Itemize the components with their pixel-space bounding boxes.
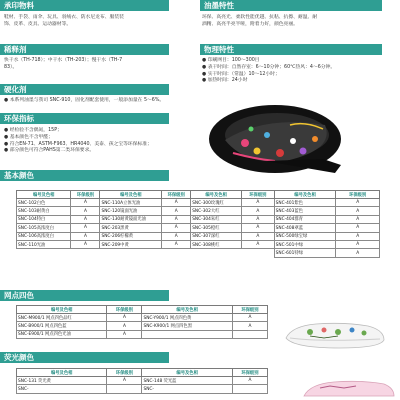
table-cell: SNC-102白色 <box>17 199 71 207</box>
table-row <box>17 215 380 223</box>
pink-shoe-image <box>300 376 396 400</box>
product-image <box>205 95 375 177</box>
table-cell <box>162 249 191 257</box>
table-cell: A <box>336 232 380 240</box>
table-cell: SNC-110A立体光油 <box>100 199 162 207</box>
table-cell: A <box>242 240 275 248</box>
table-cell: SNC-305橙红 <box>191 224 242 232</box>
fluor-table-header <box>17 369 268 377</box>
col-header: 编号及色相 <box>142 369 232 377</box>
section-header-fluor-colors: 荧光颜色 <box>0 352 169 363</box>
table-cell: A <box>336 224 380 232</box>
table-cell <box>142 330 232 338</box>
table-cell: SNC-401紫色 <box>274 199 336 207</box>
basic-colors-table <box>16 190 380 258</box>
table-cell: SNC-148 荧光蓝 <box>142 377 232 385</box>
col-header: 环保级别 <box>336 191 380 199</box>
col-header: 环保级别 <box>232 306 267 314</box>
col-header: 编号及色相 <box>191 191 242 199</box>
basic-table-header <box>17 191 380 199</box>
table-row <box>17 330 268 338</box>
table-cell: SNC-308桃红 <box>191 240 242 248</box>
col-header: 环保级别 <box>107 369 142 377</box>
col-header: 编号及色相 <box>142 306 232 314</box>
table-row <box>17 249 380 257</box>
table-cell <box>232 385 267 393</box>
table-cell <box>242 249 275 257</box>
table-cell: SNC-203黑黄 <box>100 224 162 232</box>
table-cell: SNC-300玫瑰红 <box>191 199 242 207</box>
oil-text: 环保、高亮光、柔软性能优越、抗粘、抗擦、耐温、耐 酒精、高亮半亮半哑，附着力好，颜色亮丽。 <box>202 15 318 27</box>
table-cell: SNC- <box>17 385 107 393</box>
table-cell: A <box>162 199 191 207</box>
col-header: 编号及色相 <box>100 191 162 199</box>
table-cell: A <box>242 224 275 232</box>
table-cell: SNC-106高浓度白 <box>17 232 71 240</box>
table-row <box>17 240 380 248</box>
table-cell <box>17 249 71 257</box>
table-cell: A <box>242 199 275 207</box>
thinner-text: 快干水（TH-718）；中干水（TH-203）；慢干水（TH-7 83）。 <box>4 58 123 70</box>
table-cell: A <box>232 314 267 322</box>
table-cell: A <box>336 207 380 215</box>
table-cell: A <box>336 249 380 257</box>
physical-text: ● 印刷网目：100～300目 ● 表干时间：自然存室：6～10分钟；60℃热风：4～6分钟。 ● 实干时间：（常温）10～12小时； ● 加热时间：24小时 <box>202 58 336 84</box>
col-header: 环保级别 <box>162 191 191 199</box>
section-header-pearl-colors: 网点四色 <box>0 290 169 301</box>
table-cell: SNC-403蓝色 <box>274 207 336 215</box>
shoe-image <box>280 312 390 352</box>
table-cell: A <box>162 224 191 232</box>
col-header: 环保级别 <box>242 191 275 199</box>
table-cell: A <box>162 232 191 240</box>
table-cell: SNC-E900/1 网点四色光油 <box>17 330 107 338</box>
pearl-table-header <box>17 306 268 314</box>
section-header-basic-colors: 基本颜色 <box>0 170 169 181</box>
table-cell: SNC-130耐黄镜面光油 <box>100 215 162 223</box>
table-cell: SNC-104特白 <box>17 215 71 223</box>
table-cell: A <box>107 322 142 330</box>
table-cell: A <box>71 224 100 232</box>
hardener-text: ● 本系列油墨与我司 SNC-910，固化剂配套使用，一般添加量在 5～6%。 <box>4 98 165 103</box>
fluor-colors-table <box>16 368 268 394</box>
section-header-env: 环保指标 <box>0 113 169 124</box>
table-cell: SNC-120镜面光油 <box>100 207 162 215</box>
table-cell: A <box>242 215 275 223</box>
col-header: 编号及色相 <box>17 306 107 314</box>
table-row <box>17 385 268 393</box>
table-cell: SNC-304朱红 <box>191 215 242 223</box>
pearl-colors-table <box>16 305 268 339</box>
table-cell: A <box>107 314 142 322</box>
table-cell: A <box>336 199 380 207</box>
table-cell: SNC-110光油 <box>17 240 71 248</box>
table-cell: A <box>162 240 191 248</box>
table-row <box>17 322 268 330</box>
table-cell: SNC- <box>142 385 232 393</box>
table-cell: A <box>162 207 191 215</box>
table-cell <box>71 249 100 257</box>
table-cell: SNC-K900/1 网点四色黑 <box>142 322 232 330</box>
col-header: 编号及色相 <box>274 191 336 199</box>
table-cell: SNC-206柠檬黄 <box>100 232 162 240</box>
section-header-printing: 承印物料 <box>0 0 169 11</box>
table-cell: A <box>162 215 191 223</box>
table-cell: A <box>71 207 100 215</box>
table-row <box>17 224 380 232</box>
table-cell: A <box>232 377 267 385</box>
table-row <box>17 377 268 385</box>
table-cell: SNC-307深红 <box>191 232 242 240</box>
section-header-oil: 油墨特性 <box>200 0 382 11</box>
table-cell: A <box>232 322 267 330</box>
table-cell: A <box>107 377 142 385</box>
table-cell: SNC-500绿宝绿 <box>274 232 336 240</box>
col-header: 编号及色相 <box>17 191 71 199</box>
table-cell: A <box>242 232 275 240</box>
table-cell: SNC-404群青 <box>274 215 336 223</box>
table-cell: A <box>336 215 380 223</box>
table-cell: A <box>71 199 100 207</box>
table-cell: A <box>107 330 142 338</box>
table-cell <box>100 249 162 257</box>
table-cell: SNC-131 荧光黄 <box>17 377 107 385</box>
table-cell: SNC-M900/1 网点四色品红 <box>17 314 107 322</box>
table-cell: SNC-408翠蓝 <box>274 224 336 232</box>
printing-text: 鞋材、手袋、雨伞、玩具、羽绒衣、防水尼龙布、服装装 饰、皮革、皮具、运动器材等。 <box>4 15 124 27</box>
table-row <box>17 199 380 207</box>
table-cell: SNC-B900/1 网点四色蓝 <box>17 322 107 330</box>
col-header: 编号及色相 <box>17 369 107 377</box>
table-cell: SNC-501中绿 <box>274 240 336 248</box>
section-header-physical: 物理特性 <box>200 44 382 55</box>
table-cell: SNC-105高浓度白 <box>17 224 71 232</box>
env-text: ● 经检验不含偶氮，15P； ● 基本颜色不含甲醛； ● 符合EN-71、ASTM-F963、HR4040、美泰、孩之宝等环保标准； ● 部分颜色可符合PAHS第二类环保要求。 <box>4 128 152 154</box>
table-cell: SNC-302大红 <box>191 207 242 215</box>
table-cell: SNC-103耐黄白 <box>17 207 71 215</box>
table-cell: A <box>242 207 275 215</box>
table-cell: A <box>71 232 100 240</box>
table-cell: SNC-601特绿 <box>274 249 336 257</box>
table-cell: A <box>71 215 100 223</box>
col-header: 环保级别 <box>232 369 267 377</box>
col-header: 环保级别 <box>107 306 142 314</box>
table-cell <box>232 330 267 338</box>
table-cell: SNC-Y900/1 网点四色黄 <box>142 314 232 322</box>
table-cell: SNC-209中黄 <box>100 240 162 248</box>
table-cell: A <box>71 240 100 248</box>
table-row <box>17 314 268 322</box>
table-cell: A <box>336 240 380 248</box>
table-row <box>17 207 380 215</box>
col-header: 环保级别 <box>71 191 100 199</box>
table-cell <box>107 385 142 393</box>
section-header-thinner: 稀释剂 <box>0 44 169 55</box>
section-header-hardener: 硬化剂 <box>0 84 169 95</box>
table-cell <box>191 249 242 257</box>
table-row <box>17 232 380 240</box>
